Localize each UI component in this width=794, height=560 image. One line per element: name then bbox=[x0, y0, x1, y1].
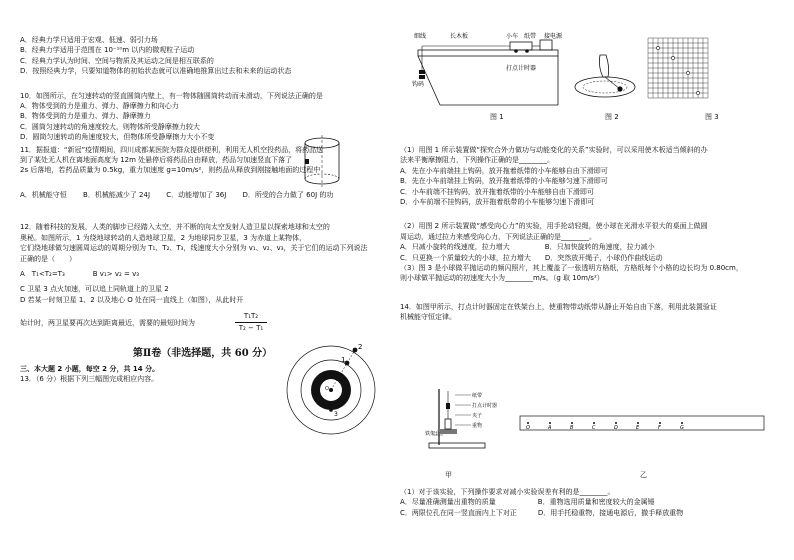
q10-option-b: B．物体受到的力是重力、弹力、静摩擦力 bbox=[20, 112, 151, 121]
q13-1-option-d: D．小车前端不挂钩码，放开拖着纸带的小车能够匀速下滑即可 bbox=[400, 198, 595, 207]
ball-position bbox=[656, 46, 659, 49]
q12-option-c: C 卫星 3 点火加速，可以追上同轨道上的卫星 2 bbox=[20, 285, 169, 294]
tag-cart: 小车 bbox=[506, 33, 519, 40]
q13-2-option-cd: C．只更换一个质量较大的小球，拉力增大 D．突然放开绳子，小球仍作曲线运动 bbox=[400, 253, 663, 262]
tape-dot bbox=[659, 422, 661, 424]
tag-board: 长木板 bbox=[450, 33, 469, 40]
q13-3-line-2: 则小球做平抛运动的初速度大小为________m/s。（g 取 10m/s²） bbox=[400, 274, 604, 283]
section-2-title: 第Ⅱ卷（非选择题，共 60 分） bbox=[132, 348, 273, 360]
q11-line-3: 2s 后落地，若药品质量为 0.5kg，重力加速度 g=10m/s²，则药品从释放到刚接触地面的过程中 bbox=[20, 166, 321, 175]
section-3-heading: 三、本大题 2 小题，每空 2 分，共 14 分。 bbox=[20, 364, 160, 373]
figure-yi-caption: 乙 bbox=[640, 471, 647, 479]
q11-line-2: 到了某处无人机在离地面高度为 12m 处悬停后将药品自由释放，药品匀加速竖直下落了 bbox=[20, 156, 293, 165]
left-column bbox=[20, 0, 385, 560]
q13-1-option-c: C．小车前端不挂钩码，放开拖着纸带的小车能够自由下滑即可 bbox=[400, 187, 594, 196]
tag-clip: 夹子 bbox=[472, 413, 483, 419]
tape-label: B bbox=[570, 425, 574, 431]
q13-2-option-ab: A．只减小旋转的线速度，拉力增大 B．只加快旋转的角速度，拉力减小 bbox=[400, 243, 655, 252]
figure-2-hand-circle bbox=[570, 45, 640, 105]
q12-option-d-1: D 若某一时刻卫星 1、2 以及地心 O 处在同一直线上（如图），从此时开 bbox=[20, 295, 244, 304]
figure-1-apparatus bbox=[410, 30, 572, 110]
ball-position bbox=[696, 91, 699, 94]
q10-option-a: A．物体受到的力是重力、弹力、静摩擦力和向心力 bbox=[20, 102, 179, 111]
tape-outline bbox=[520, 416, 764, 430]
figure-yi-paper-tape bbox=[518, 410, 768, 440]
label-o: O bbox=[325, 386, 329, 392]
q12-line-2: 奥秘。如图所示，1 为绕地球转动的人造地球卫星，2 为地球同步卫星，3 为赤道上某物体， bbox=[20, 233, 307, 242]
q13-2-line-2: 周运动，通过拉力来感受向心力，下列说法正确的是________。 bbox=[400, 232, 596, 241]
tape-label: D bbox=[614, 425, 618, 431]
tape-label: G bbox=[680, 425, 684, 431]
q9-option-b: B．经典力学适用于范围在 10⁻¹⁰m 以内的微观粒子运动 bbox=[20, 46, 195, 55]
q13-stem: 13．（6 分）根据下列三幅图完成相应内容。 bbox=[20, 374, 159, 383]
tape-label: F bbox=[658, 425, 661, 431]
tape-label: O bbox=[526, 425, 530, 431]
figure-1-caption: 图 1 bbox=[490, 113, 504, 121]
tag-tape: 纸带 bbox=[524, 33, 537, 40]
q12-line-4: 正确的是（ ） bbox=[20, 254, 76, 263]
q11-line-1: 11．据报道：“新冠”疫情期间，四川成都某医院为群众提供便利，利用无人机空投药品，将药品送 bbox=[20, 145, 324, 154]
ball-position bbox=[686, 71, 689, 74]
q14-1-option-cd: C．两限位孔在同一竖直面内上下对正 D．用手托稳重物，接通电源后，撤手释放重物 bbox=[400, 508, 684, 517]
q12-option-d-2: 始计时，两卫星要再次达到距离最近，需要的最短时间为 T₁T₂ T₂ − T₁ bbox=[20, 311, 285, 335]
q13-1-option-b: B．先在小车前端挂上钩码，放开拖着纸带的小车能够匀速下滑即可 bbox=[400, 177, 608, 186]
rotating-cylinder-figure bbox=[300, 133, 348, 189]
tag-weight: 重物 bbox=[472, 423, 483, 429]
tag-jia-timer: 打点计时器 bbox=[472, 403, 498, 409]
tape-dot bbox=[637, 422, 639, 424]
tape-dot bbox=[527, 422, 529, 424]
tag-jia-tape: 纸带 bbox=[472, 393, 483, 399]
q13-1-line-2: 法来平衡摩擦阻力，下列操作正确的是________。 bbox=[400, 156, 554, 165]
right-column bbox=[400, 0, 778, 560]
ball-position bbox=[671, 56, 674, 59]
q14-line-1: 14．如图甲所示，打点计时器固定在铁架台上，使重物带动纸带从静止开始自由下落，利用此装置验证 bbox=[400, 302, 717, 311]
tape-label: A bbox=[548, 425, 552, 431]
figure-3-grid bbox=[645, 35, 711, 101]
q9-option-a: A．经典力学只适用于宏观、低速、弱引力场 bbox=[20, 36, 158, 44]
q12-line-1: 12．随着科技的发展，人类的脚步已经踏入太空，并不断的向太空发射人造卫星以探索地球和太空的 bbox=[20, 223, 330, 232]
q12-line-3: 它们绕地球做匀速圆周运动的周期分别为 T₁、T₂、T₃，线速度大小分别为 v₁、v₂、v₃，关于它们的运动下列说法 bbox=[20, 244, 368, 253]
q10-option-d: D．圆筒匀速转动的角速度较大，但物体所受静摩擦力大小不变 bbox=[20, 133, 215, 142]
tape-dot bbox=[593, 422, 595, 424]
label-3: 3 bbox=[334, 411, 338, 418]
satellite-orbit-figure bbox=[283, 340, 379, 436]
tape-dot bbox=[549, 422, 551, 424]
q11-options: A．机械能守恒 B．机械能减少了 24J C．动能增加了 36J D．所受的合力做了 60J 的功 bbox=[20, 190, 334, 199]
q10-stem: 10．如图所示，在匀速转动的竖直圆筒内壁上，有一物体随圆筒转动而未滑动，下列说法正确的是 bbox=[20, 91, 323, 100]
label-2: 2 bbox=[358, 343, 363, 351]
tape-dot bbox=[681, 422, 683, 424]
figure-jia-apparatus bbox=[425, 385, 505, 460]
tape-dot bbox=[571, 422, 573, 424]
tape-dot bbox=[615, 422, 617, 424]
tag-stand: 铁架台 bbox=[425, 431, 441, 437]
tag-thread: 细线 bbox=[414, 33, 427, 40]
q14-1-option-ab: A．尽量准确测量出重物的质量 B．重物选用质量和密度较大的金属锤 bbox=[400, 498, 655, 507]
q12-options-ab: A T₁<T₂=T₃ B v₁> v₂ = v₃ bbox=[20, 269, 140, 278]
figure-2-caption: 图 2 bbox=[605, 113, 619, 121]
tag-timer: 打点计时器 bbox=[506, 65, 537, 72]
label-1: 1 bbox=[341, 356, 346, 364]
figure-3-caption: 图 3 bbox=[705, 113, 719, 121]
q13-1-line-1: （1）用图 1 所示装置做“探究合外力做功与动能变化的关系”实验时，可以采用使木板适当倾斜的办 bbox=[400, 146, 708, 154]
q13-2-line-1: （2）用图 2 所示装置做“感受向心力”的实验，用手抡动轻绳，使小球在光滑水平很大的桌面上做圆 bbox=[400, 222, 708, 231]
tape-label: E bbox=[636, 425, 640, 431]
q14-1-stem: （1）对于该实验，下列操作要求对减小实验误差有利的是________。 bbox=[400, 488, 615, 496]
q14-line-2: 机械能守恒定律。 bbox=[400, 313, 456, 322]
q9-option-d: D．按照经典力学，只要知道物体的初始状态就可以准确地推算出过去和未来的运动状态 bbox=[20, 67, 292, 76]
tape-label: C bbox=[592, 425, 596, 431]
figure-jia-caption: 甲 bbox=[445, 471, 452, 479]
fraction: T₁T₂ T₂ − T₁ bbox=[235, 311, 267, 333]
q10-option-c: C．圆筒匀速转动的角速度较大，则物体所受静摩擦力较大 bbox=[20, 122, 200, 131]
q13-1-option-a: A．先在小车前端挂上钩码，放开拖着纸带的小车能够自由下滑即可 bbox=[400, 166, 608, 175]
tag-power: 接电源 bbox=[544, 33, 563, 40]
q9-option-c: C．经典力学认为时间、空间与物质及其运动之间是相互联系的 bbox=[20, 56, 214, 65]
tag-weights: 钩码 bbox=[412, 81, 425, 88]
q13-3-line-1: （3）图 3 是小球做平抛运动的频闪照片，其上覆盖了一张透明方格纸，方格纸每个小格的边长均为 0.80cm， bbox=[400, 264, 743, 273]
